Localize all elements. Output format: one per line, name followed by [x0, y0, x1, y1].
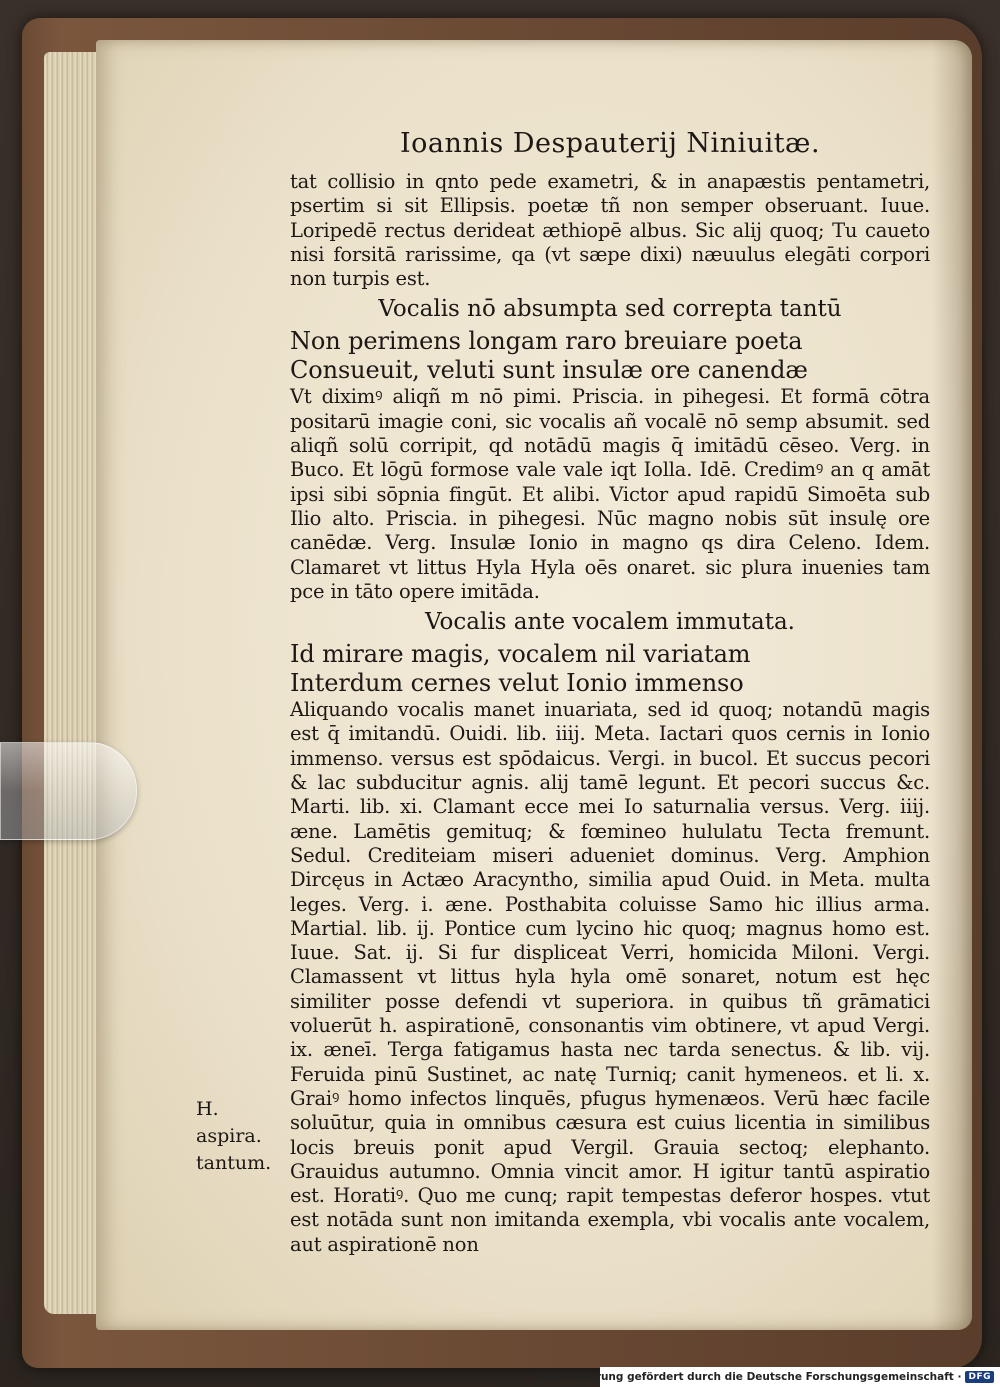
- verse-line: Non perimens longam raro breuiare poeta: [290, 327, 803, 356]
- verse-line: Id mirare magis, vocalem nil variatam: [290, 640, 751, 669]
- margin-note: [196, 1096, 288, 1177]
- dfg-logo[interactable]: DFG: [965, 1371, 994, 1383]
- verse-line: Consueuit, veluti sunt insulæ ore canendæ: [290, 356, 808, 385]
- section-title-1: Vocalis nō absumpta sed correpta tantū: [378, 296, 842, 323]
- page-text: [290, 128, 930, 1257]
- digitization-credit: [536, 1367, 1000, 1387]
- paragraph-2: Vt diximꝰ aliqñ m nō pimi. Priscia. in pihegesi. Et formā cōtra positarū imagie coni, sic vocalis añ vocalē nō semp absumit. sed aliqñ solū corripit, qd notādū magis q̄ imitādū cēseo. Verg. in Buco. Et lōgū formose vale vale iqt Iolla. Idē. Credimꝰ an q amāt ipsi sibi sōpnia fingūt. Et alibi. Victor apud rapidū Simoēta sub Ilio alto. Priscia. in pihegesi. Nūc magno nobis sūt insulę ore canēdæ. Verg. Insulæ Ionio in magno qs dira Celeno. Idem. Clamaret vt littus Hyla Hyla oēs onaret. sic plura inuenies tam pce in tāto opere imitāda.: [290, 385, 930, 603]
- credit-text: Digitalisierung gefördert durch die Deutsche Forschungsgemeinschaft ·: [536, 1371, 962, 1383]
- verse-line: Interdum cernes velut Ionio immenso: [290, 669, 744, 698]
- paragraph-3: Aliquando vocalis manet inuariata, sed id quoq; notandū magis est q̄ imitandū. Ouidi. lib. iiij. Meta. Iactari quos cernis in Ionio immenso. versus est spōdaicus. Vergi. in bucol. Et succus pecori & lac subducitur agnis. alij tamē legunt. Et pecori succus &c. Marti. lib. xi. Clamant ecce mei Io saturnalia versus. Verg. iiij. æne. Lamētis gemituq; & fœmineo hululatu Tecta fremunt. Sedul. Crediteiam miseri adueniet dominus. Verg. Amphion Dircęus in Actæo Aracyntho, similia apud Ouid. in Meta. multa leges. Verg. i. æne. Posthabita coluisse Samo hic illius arma. Martial. lib. ij. Pontice cum lycino hic quoq; magnus homo est. Iuue. Sat. ij. Si fur displiceat Verri, homicida Miloni. Vergi. Clamassent vt littus hyla hyla omē sonaret, notum est hęc similiter posse defendi vt superiora. in quibus tñ grāmatici voluerūt h. aspirationē, consonantis vim obtinere, vt apud Vergi. ix. æneī. Terga fatigamus hasta nec tarda senectus. & lib. vij. Feruida pinū Sustinet, ac natę Turniq; canit hymeneos. et li. x. Graiꝰ homo infectos linquēs, pfugus hymenæos. Verū hæc facile soluūtur, quia in omnibus cæsura est cuius licentia in similibus locis breuis ponit apud Vergil. Grauia sectoq; elephanto. Grauidus autumno. Omnia vincit amor. H igitur tantū aspiratio est. Horatiꝰ. Quo me cunq; rapit tempestas deferor hospes. vtut est notāda sunt non imitanda exempla, vbi vocalis ante vocalem, aut aspirationē non: [290, 698, 930, 1256]
- page-shadow: [932, 40, 972, 1330]
- section-title-2: Vocalis ante vocalem immutata.: [425, 609, 795, 636]
- margin-note-line: H. aspira.: [196, 1098, 262, 1147]
- margin-note-line: tantum.: [196, 1152, 272, 1174]
- paragraph-1: tat collisio in qnto pede exametri, & in anapæstis pentametri, psertim si sit Ellipsis. poetæ tñ non semper obseruant. Iuue. Loripedē rectus derideat æthiopē albus. Sic alij quoq; Tu caueto nisi forsitā rarissime, qa (vt sæpe dixi) næuulus elegāti corpori non turpis est.: [290, 170, 930, 291]
- glass-weight: [0, 742, 137, 840]
- running-head: Ioannis Despauterij Niniuitæ.: [399, 128, 821, 159]
